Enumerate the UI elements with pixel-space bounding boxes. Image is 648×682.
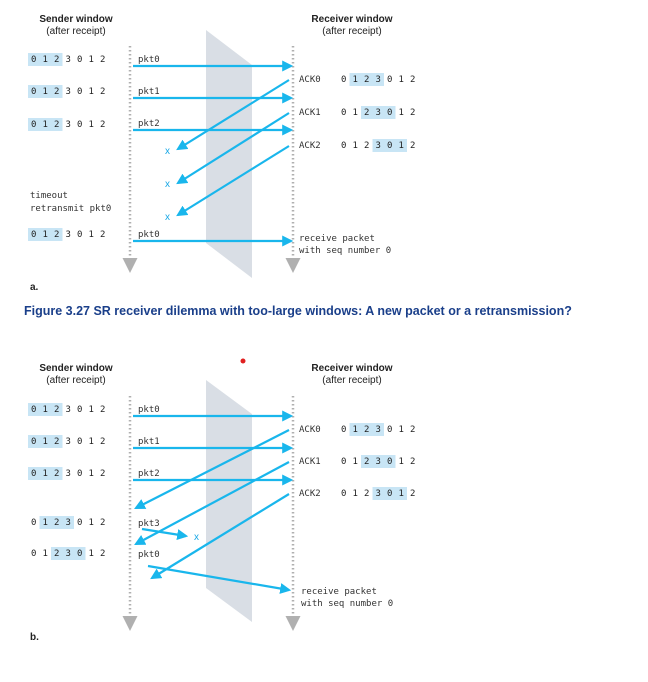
seq-number: 1	[352, 425, 358, 435]
seq-number: 3	[65, 55, 71, 65]
seq-number: 2	[100, 405, 106, 415]
sequence-window	[31, 516, 105, 529]
seq-number: 2	[54, 549, 60, 559]
seq-number: 0	[31, 120, 37, 130]
seq-number: 3	[375, 141, 381, 151]
seq-number: 0	[31, 469, 37, 479]
receiver-window-title-a: Receiver window	[311, 14, 393, 25]
seq-number: 1	[398, 141, 404, 151]
seq-number: 1	[398, 457, 404, 467]
receive-note-line1-b: receive packet	[301, 587, 377, 597]
seq-number: 1	[42, 549, 48, 559]
seq-number: 1	[352, 108, 358, 118]
panel-a	[28, 14, 415, 293]
seq-number: 2	[410, 425, 416, 435]
sequence-window	[28, 53, 105, 66]
seq-number: 1	[42, 55, 48, 65]
seq-number: 1	[42, 469, 48, 479]
seq-number: 0	[31, 230, 37, 240]
seq-number: 1	[42, 230, 48, 240]
pkt2-label-a: pkt2	[138, 119, 160, 129]
seq-number: 0	[341, 75, 347, 85]
seq-number: 1	[352, 489, 358, 499]
seq-number: 1	[352, 75, 358, 85]
ack0-label-a: ACK0	[299, 75, 321, 85]
seq-number: 0	[77, 120, 83, 130]
seq-number: 2	[410, 108, 416, 118]
ack2-label-b: ACK2	[299, 489, 321, 499]
ack2-label-a: ACK2	[299, 141, 321, 151]
seq-number: 0	[31, 518, 37, 528]
receive-note-line2-a: with seq number 0	[299, 246, 392, 256]
sender-window-subtitle-a: (after receipt)	[46, 26, 106, 37]
seq-number: 0	[387, 141, 393, 151]
sequence-window	[28, 228, 105, 241]
sequence-window	[341, 487, 415, 500]
sequence-window	[341, 455, 415, 468]
lost-mark-a-2: x	[165, 179, 170, 190]
pkt1-label-a: pkt1	[138, 87, 160, 97]
seq-number: 1	[42, 87, 48, 97]
seq-number: 1	[398, 108, 404, 118]
sequence-window	[28, 403, 105, 416]
seq-number: 0	[77, 55, 83, 65]
pkt0-retransmit-label-a: pkt0	[138, 230, 160, 240]
seq-number: 0	[31, 87, 37, 97]
seq-number: 0	[31, 437, 37, 447]
seq-number: 3	[65, 469, 71, 479]
sequence-window	[31, 547, 105, 560]
ack1-label-b: ACK1	[299, 457, 321, 467]
seq-number: 0	[77, 518, 83, 528]
seq-number: 2	[54, 230, 60, 240]
seq-number: 0	[77, 405, 83, 415]
sequence-window	[28, 467, 105, 480]
retransmit-label-a: retransmit pkt0	[30, 204, 112, 214]
seq-number: 2	[410, 489, 416, 499]
sender-windows-b	[28, 403, 105, 560]
receiver-windows-b	[341, 423, 415, 500]
receive-note-line1-a: receive packet	[299, 234, 375, 244]
seq-number: 2	[364, 489, 370, 499]
seq-number: 2	[54, 55, 60, 65]
seq-number: 2	[100, 230, 106, 240]
receiver-window-title-b: Receiver window	[311, 363, 393, 374]
seq-number: 0	[387, 489, 393, 499]
seq-number: 2	[100, 469, 106, 479]
seq-number: 0	[31, 549, 37, 559]
seq-number: 0	[77, 437, 83, 447]
seq-number: 3	[375, 457, 381, 467]
seq-number: 3	[65, 518, 71, 528]
seq-number: 3	[65, 549, 71, 559]
seq-number: 2	[54, 405, 60, 415]
seq-number: 1	[88, 469, 94, 479]
seq-number: 1	[352, 457, 358, 467]
seq-number: 2	[54, 87, 60, 97]
seq-number: 3	[65, 120, 71, 130]
seq-number: 2	[54, 518, 60, 528]
seq-number: 0	[341, 108, 347, 118]
seq-number: 1	[88, 518, 94, 528]
seq-number: 2	[410, 75, 416, 85]
receiver-windows-a	[341, 73, 415, 152]
figure-caption: Figure 3.27 SR receiver dilemma with too-large windows: A new packet or a retransmission?	[24, 304, 572, 318]
receiver-window-subtitle-b: (after receipt)	[322, 375, 382, 386]
pkt0-new-label-b: pkt0	[138, 550, 160, 560]
ack1-label-a: ACK1	[299, 108, 321, 118]
seq-number: 1	[352, 141, 358, 151]
seq-number: 1	[42, 405, 48, 415]
seq-number: 2	[410, 141, 416, 151]
seq-number: 2	[364, 425, 370, 435]
timeout-label-a: timeout	[30, 191, 68, 201]
seq-number: 0	[387, 75, 393, 85]
red-dot-mark	[241, 359, 246, 364]
pkt2-label-b: pkt2	[138, 469, 160, 479]
sequence-window	[341, 106, 415, 119]
seq-number: 2	[100, 549, 106, 559]
seq-number: 2	[364, 75, 370, 85]
seq-number: 1	[398, 489, 404, 499]
panel-b	[28, 363, 415, 643]
seq-number: 0	[387, 457, 393, 467]
seq-number: 2	[100, 55, 106, 65]
seq-number: 1	[398, 75, 404, 85]
receiver-window-subtitle-a: (after receipt)	[322, 26, 382, 37]
seq-number: 1	[88, 87, 94, 97]
pkt3-label-b: pkt3	[138, 519, 160, 529]
sequence-window	[28, 85, 105, 98]
pkt0-label-b: pkt0	[138, 405, 160, 415]
seq-number: 2	[364, 141, 370, 151]
sequence-window	[28, 118, 105, 131]
sender-window-title-b: Sender window	[39, 363, 113, 374]
lost-mark-a-1: x	[165, 146, 170, 157]
seq-number: 2	[100, 437, 106, 447]
ack0-label-b: ACK0	[299, 425, 321, 435]
seq-number: 0	[387, 108, 393, 118]
seq-number: 1	[42, 120, 48, 130]
pkt0-label-a: pkt0	[138, 55, 160, 65]
seq-number: 2	[100, 87, 106, 97]
seq-number: 2	[54, 437, 60, 447]
seq-number: 2	[100, 518, 106, 528]
seq-number: 0	[341, 141, 347, 151]
seq-number: 3	[65, 230, 71, 240]
seq-number: 0	[387, 425, 393, 435]
seq-number: 0	[341, 425, 347, 435]
seq-number: 3	[375, 489, 381, 499]
seq-number: 1	[88, 120, 94, 130]
seq-number: 0	[77, 230, 83, 240]
seq-number: 2	[410, 457, 416, 467]
seq-number: 1	[88, 437, 94, 447]
seq-number: 0	[77, 549, 83, 559]
seq-number: 3	[375, 75, 381, 85]
seq-number: 1	[42, 518, 48, 528]
seq-number: 3	[65, 87, 71, 97]
seq-number: 3	[375, 108, 381, 118]
seq-number: 1	[88, 230, 94, 240]
sender-window-subtitle-b: (after receipt)	[46, 375, 106, 386]
seq-number: 2	[100, 120, 106, 130]
sequence-window	[341, 423, 415, 436]
sequence-window	[28, 435, 105, 448]
seq-number: 2	[364, 108, 370, 118]
seq-number: 0	[31, 55, 37, 65]
seq-number: 0	[77, 469, 83, 479]
seq-number: 0	[31, 405, 37, 415]
seq-number: 1	[88, 55, 94, 65]
sender-window-title-a: Sender window	[39, 14, 113, 25]
seq-number: 1	[42, 437, 48, 447]
seq-number: 3	[65, 437, 71, 447]
pkt1-label-b: pkt1	[138, 437, 160, 447]
seq-number: 1	[88, 549, 94, 559]
seq-number: 1	[88, 405, 94, 415]
receive-note-line2-b: with seq number 0	[301, 599, 394, 609]
seq-number: 2	[364, 457, 370, 467]
panel-label-b: b.	[30, 632, 39, 643]
seq-number: 0	[77, 87, 83, 97]
panel-label-a: a.	[30, 282, 39, 293]
seq-number: 1	[398, 425, 404, 435]
seq-number: 2	[54, 120, 60, 130]
seq-number: 3	[375, 425, 381, 435]
seq-number: 0	[341, 489, 347, 499]
lost-mark-b-1: x	[194, 532, 199, 543]
lost-mark-a-3: x	[165, 212, 170, 223]
seq-number: 0	[341, 457, 347, 467]
seq-number: 2	[54, 469, 60, 479]
seq-number: 3	[65, 405, 71, 415]
sequence-window	[341, 139, 415, 152]
sequence-window	[341, 73, 415, 86]
